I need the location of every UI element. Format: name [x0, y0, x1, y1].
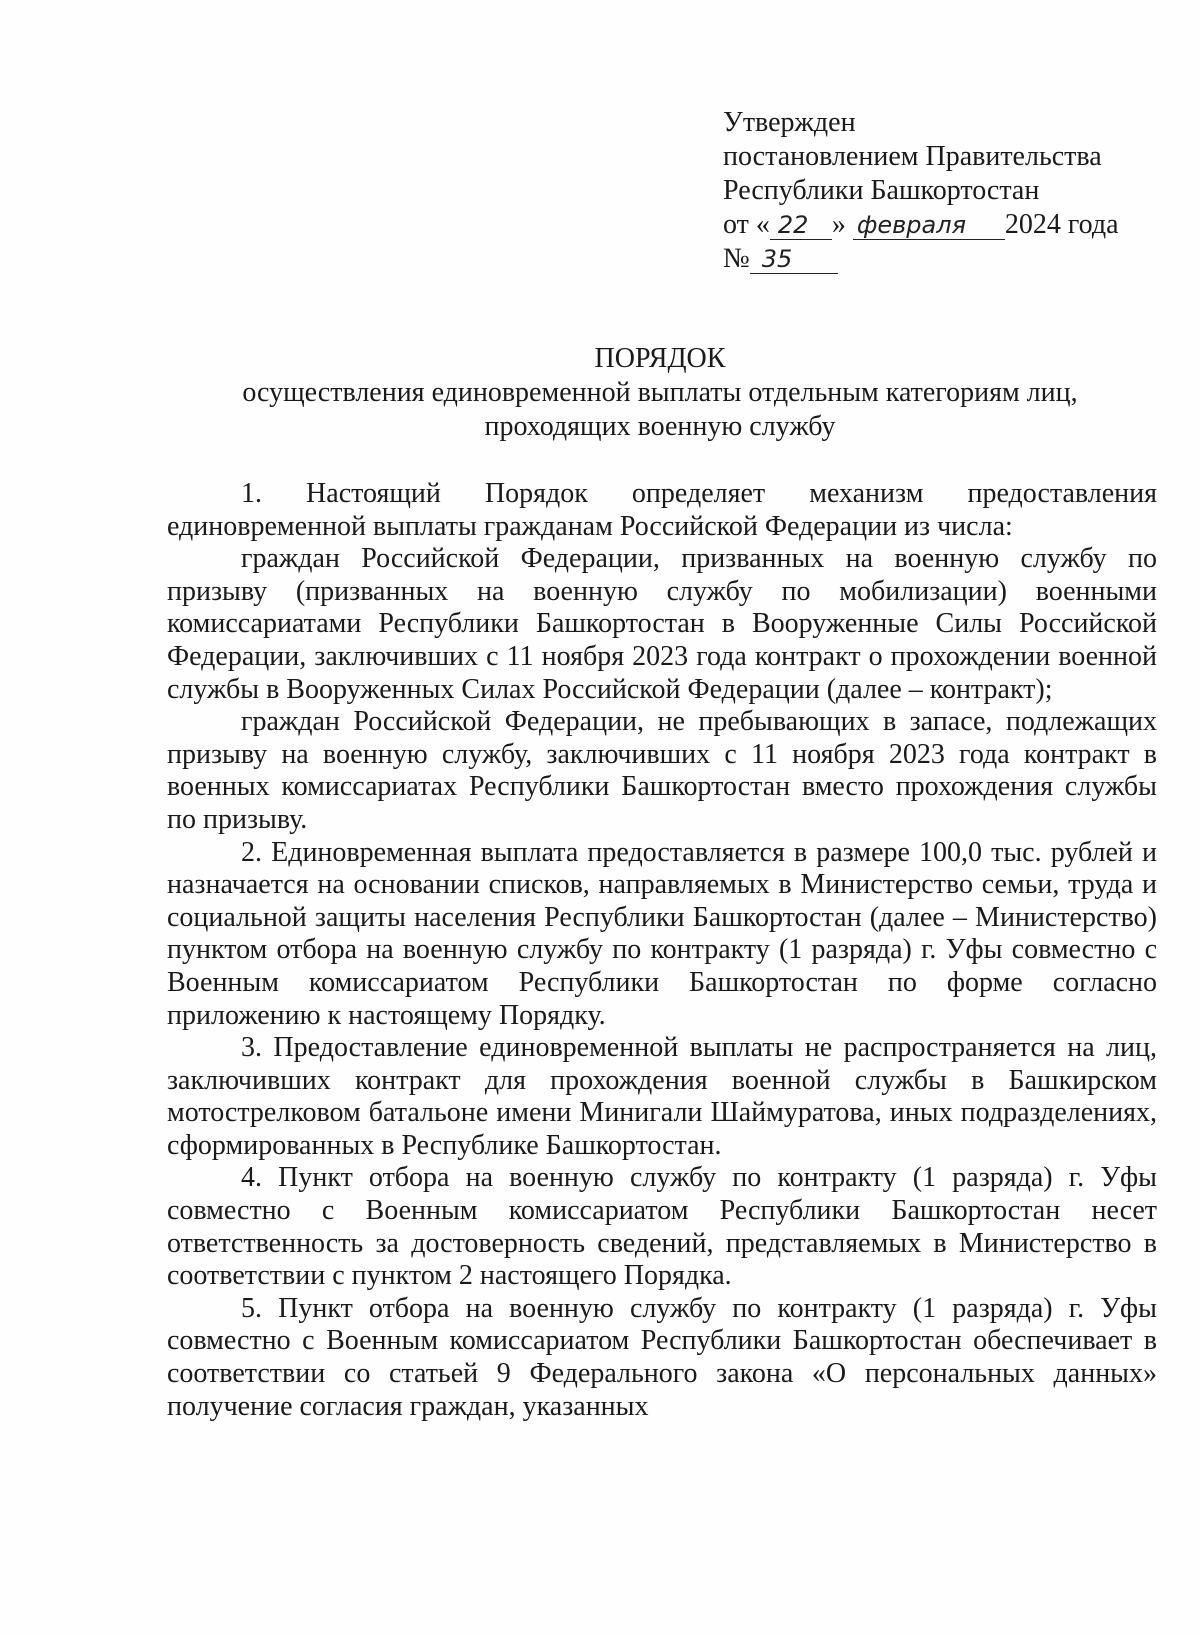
date-mid: »: [831, 209, 846, 240]
paragraph-1: 1. Настоящий Порядок определяет механизм предоставления единовременной выплаты гражданам Российской Федерации из числа:: [167, 478, 1157, 542]
paragraph-5: 5. Пункт отбора на военную службу по контракту (1 разряда) г. Уфы совместно с Военным комиссариатом Республики Башкортостан обеспечивает в соответствии со статьей 9 Федерального закона «О персональных данных» получение согласия граждан, указанных: [167, 1292, 1157, 1422]
approval-line-approved: Утвержден: [723, 107, 856, 138]
approval-number: [723, 242, 1183, 276]
paragraph-1b: граждан Российской Федерации, не пребывающих в запасе, подлежащих призыву на военную службу, заключивших с 11 ноября 2023 года контракт в военных комиссариатах Республики Башкортостан вместо прохождения службы по призыву.: [167, 706, 1157, 835]
document-heading: ПОРЯДОК: [594, 343, 726, 374]
date-month: февраля: [853, 211, 1005, 240]
approval-line-resolution: постановлением Правительства: [723, 141, 1102, 172]
document-body: [167, 478, 1157, 1423]
date-year: 2024 года: [1004, 209, 1119, 240]
approval-block: [723, 106, 1183, 276]
approval-line-republic: Республики Башкортостан: [723, 175, 1040, 206]
paragraph-2: 2. Единовременная выплата предоставляется в размере 100,0 тыс. рублей и назначается на основании списков, направляемых в Министерство семьи, труда и социальной защиты населения Республики Башкортостан (далее – Министерство) пунктом отбора на военную службу по контракту (1 разряда) г. Уфы совместно с Военным комиссариатом Республики Башкортостан по форме согласно приложению к настоящему Порядку.: [167, 836, 1157, 1031]
number-prefix: №: [723, 243, 750, 274]
paragraph-3: 3. Предоставление единовременной выплаты не распространяется на лиц, заключивших контракт для прохождения военной службы в Башкирском мотострелковом батальоне имени Минигали Шаймуратова, иных подразделениях, сформированных в Республике Башкортостан.: [167, 1032, 1157, 1161]
document-title-block: [165, 342, 1155, 444]
date-prefix: от «: [723, 209, 770, 240]
number-value: 35: [750, 245, 838, 274]
paragraph-4: 4. Пункт отбора на военную службу по контракту (1 разряда) г. Уфы совместно с Военным комиссариатом Республики Башкортостан несет ответственность за достоверность сведений, представляемых в Министерство в соответствии с пунктом 2 настоящего Порядка.: [167, 1162, 1157, 1292]
document-subtitle-line2: проходящих военную службу: [484, 411, 836, 442]
paragraph-1a: граждан Российской Федерации, призванных на военную службу по призыву (призванных на военную службу по мобилизации) военными комиссариатами Республики Башкортостан в Вооруженные Силы Российской Федерации, заключивших с 11 ноября 2023 года контракт о прохождении военной службы в Вооруженных Силах Российской Федерации (далее – контракт);: [167, 543, 1157, 705]
date-day: 22: [770, 211, 832, 240]
document-subtitle-line1: осуществления единовременной выплаты отдельным категориям лиц,: [242, 377, 1078, 408]
approval-date: [723, 208, 1183, 242]
